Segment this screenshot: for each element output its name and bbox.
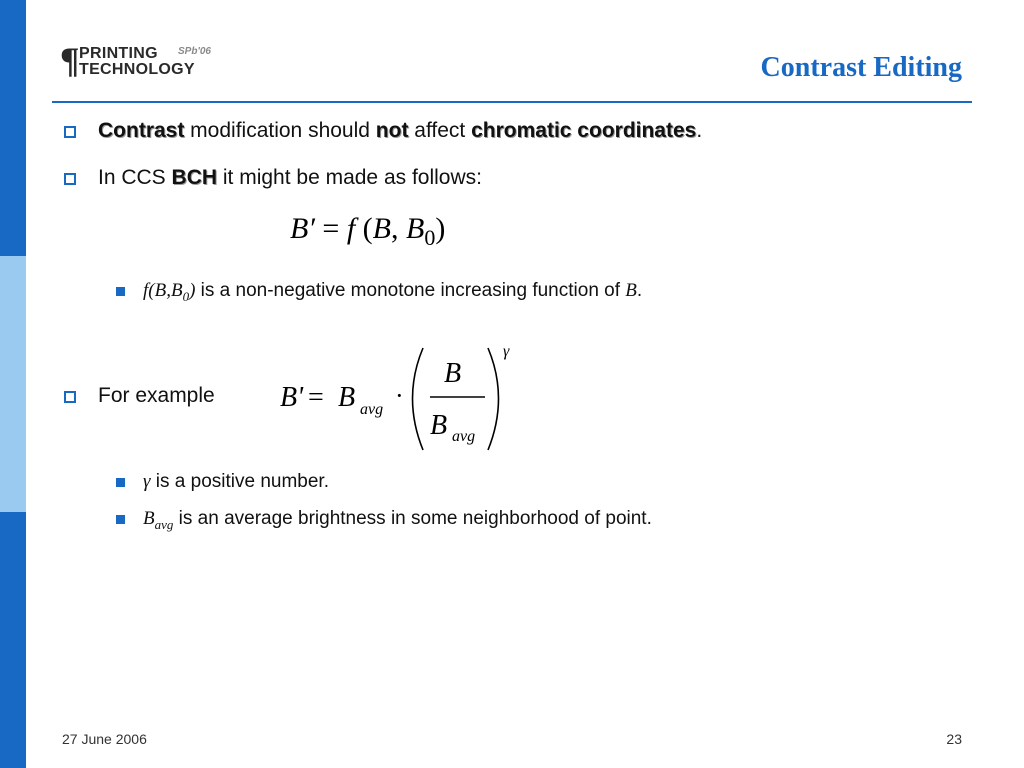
sub-bullet-text: γ is a positive number. bbox=[143, 471, 329, 492]
bullet-text: Contrast modification should not affect chromatic coordinates. bbox=[98, 119, 703, 142]
hollow-square-bullet-icon bbox=[64, 173, 76, 185]
svg-text:B: B bbox=[430, 410, 448, 441]
svg-text:B': B' bbox=[280, 382, 304, 413]
filled-square-bullet-icon bbox=[116, 478, 125, 487]
bullet-contrast bbox=[64, 119, 702, 143]
svg-text:·: · bbox=[395, 381, 404, 410]
slide-title: Contrast Editing bbox=[760, 52, 962, 83]
filled-square-bullet-icon bbox=[116, 515, 125, 524]
svg-text:B: B bbox=[444, 358, 462, 389]
sub-bullet-text: $f(B,B_0)$ is a non-negative monotone increasing function of B. bbox=[143, 280, 643, 304]
footer-date: 27 June 2006 bbox=[62, 731, 147, 747]
sub-bullet-gamma bbox=[116, 471, 329, 493]
left-paren bbox=[413, 348, 424, 450]
left-band-top bbox=[0, 0, 26, 256]
sub-bullet-function bbox=[116, 280, 642, 305]
printing-technology-logo bbox=[60, 40, 230, 80]
logo-line-2: TECHNOLOGY bbox=[79, 61, 195, 78]
bullet-text: In CCS BCH it might be made as follows: bbox=[98, 166, 482, 189]
svg-text:avg: avg bbox=[452, 428, 476, 445]
filled-square-bullet-icon bbox=[116, 287, 125, 296]
right-paren bbox=[488, 348, 499, 450]
svg-text:γ: γ bbox=[503, 343, 510, 360]
sub-bullet-text: $B_{avg}$ is an average brightness in some neighborhood of point. bbox=[143, 508, 652, 532]
logo-sub: SPb'06 bbox=[178, 46, 211, 57]
equation-b-prime: B′ = f (B, $B_0$) bbox=[290, 212, 446, 250]
title-divider bbox=[52, 101, 972, 103]
svg-text:=: = bbox=[308, 382, 324, 413]
left-band-middle bbox=[0, 256, 26, 512]
page-number: 23 bbox=[946, 731, 962, 747]
pilcrow-icon: ¶ bbox=[60, 40, 80, 80]
equation-gamma bbox=[280, 340, 530, 460]
bullet-bch bbox=[64, 166, 482, 190]
sub-bullet-bavg bbox=[116, 508, 652, 533]
bullet-example bbox=[64, 384, 215, 408]
logo-line-1: PRINTING bbox=[79, 45, 158, 62]
svg-text:avg: avg bbox=[360, 401, 384, 418]
left-band-bottom bbox=[0, 512, 26, 768]
svg-text:B: B bbox=[338, 382, 356, 413]
hollow-square-bullet-icon bbox=[64, 391, 76, 403]
bullet-text: For example bbox=[98, 384, 215, 407]
hollow-square-bullet-icon bbox=[64, 126, 76, 138]
